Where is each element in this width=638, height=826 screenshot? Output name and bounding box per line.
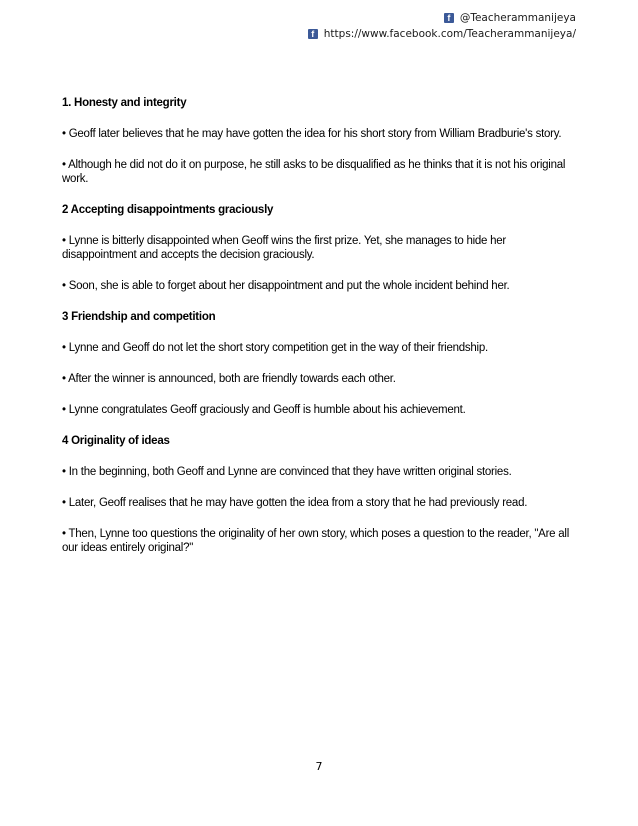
- section-friendship: [62, 310, 572, 417]
- bullet-paragraph: • Soon, she is able to forget about her disappointment and put the whole incident behind her.: [62, 280, 510, 292]
- section-heading: 4 Originality of ideas: [62, 435, 170, 447]
- bullet-paragraph: • Later, Geoff realises that he may have gotten the idea from a story that he had previously read.: [62, 497, 528, 509]
- header-handle-line: [308, 10, 576, 26]
- header-handle: @Teacherammanijeya: [459, 12, 576, 24]
- section-heading: 1. Honesty and integrity: [62, 97, 187, 109]
- facebook-icon: f: [444, 13, 454, 23]
- bullet-paragraph: • Lynne is bitterly disappointed when Geoff wins the first prize. Yet, she manages to hide her disappointment and accepts the decision graciously.: [62, 235, 506, 261]
- document-body: [62, 96, 572, 572]
- section-honesty: [62, 96, 572, 186]
- header-url-line: [308, 26, 576, 42]
- section-disappointments: [62, 203, 572, 293]
- bullet-paragraph: • Although he did not do it on purpose, he still asks to be disqualified as he thinks that it is not his original work.: [62, 159, 566, 185]
- page-number: 7: [315, 760, 323, 773]
- section-heading: 2 Accepting disappointments graciously: [62, 204, 274, 216]
- bullet-paragraph: • Lynne congratulates Geoff graciously and Geoff is humble about his achievement.: [62, 404, 466, 416]
- bullet-paragraph: • In the beginning, both Geoff and Lynne are convinced that they have written original stories.: [62, 466, 512, 478]
- bullet-paragraph: • After the winner is announced, both are friendly towards each other.: [62, 373, 396, 385]
- section-heading: 3 Friendship and competition: [62, 311, 216, 323]
- bullet-paragraph: • Then, Lynne too questions the originality of her own story, which poses a question to the reader, "Are all our ideas entirely original?": [62, 528, 570, 554]
- section-originality: [62, 434, 572, 555]
- page-header: [308, 10, 576, 42]
- bullet-paragraph: • Lynne and Geoff do not let the short story competition get in the way of their friendship.: [62, 342, 488, 354]
- bullet-paragraph: • Geoff later believes that he may have gotten the idea for his short story from William Bradburie's story.: [62, 128, 562, 140]
- facebook-icon: f: [308, 29, 318, 39]
- header-url[interactable]: https://www.facebook.com/Teacherammanijeya/: [323, 28, 576, 40]
